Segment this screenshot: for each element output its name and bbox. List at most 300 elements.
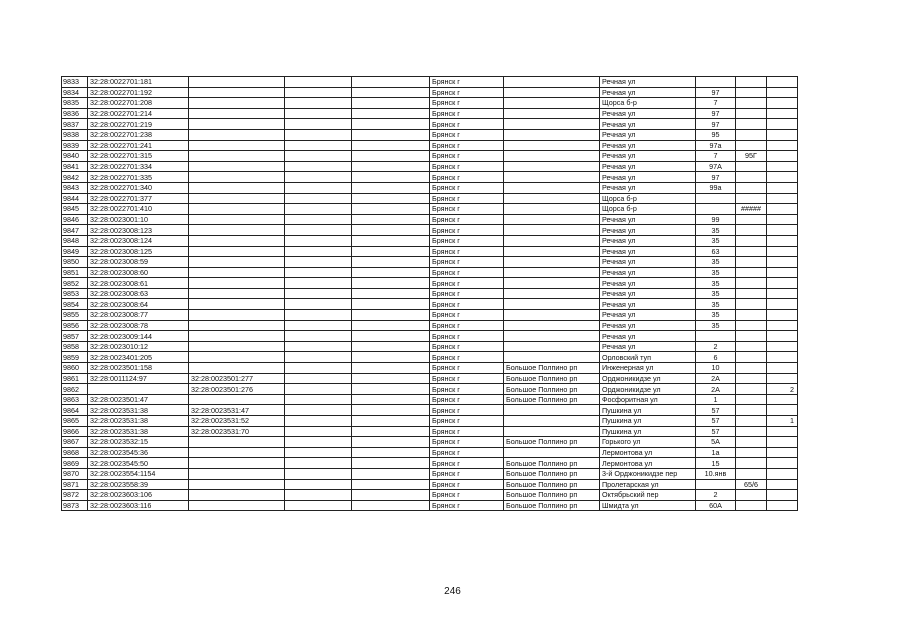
cadastral-number-cell: 32:28:0023501:47 <box>88 394 189 405</box>
house-number-cell: 7 <box>696 151 736 162</box>
table-row <box>62 416 798 427</box>
house-number-cell: 57 <box>696 405 736 416</box>
house-number-cell: 1а <box>696 447 736 458</box>
house-number-cell: 60А <box>696 500 736 511</box>
table-row <box>62 140 798 151</box>
apartment-cell <box>767 161 798 172</box>
table-row <box>62 363 798 374</box>
street-cell: Фосфоритная ул <box>600 394 696 405</box>
cadastral-number-cell: 32:28:0023531:38 <box>88 426 189 437</box>
street-cell: Щорса б-р <box>600 204 696 215</box>
empty-column-4-cell <box>285 77 352 88</box>
city-cell: Брянск г <box>430 384 504 395</box>
street-cell: Пушкина ул <box>600 416 696 427</box>
building-cell: 65/6 <box>736 479 767 490</box>
building-cell <box>736 98 767 109</box>
table-row <box>62 225 798 236</box>
empty-column-4-cell <box>285 246 352 257</box>
apartment-cell <box>767 204 798 215</box>
city-cell: Брянск г <box>430 151 504 162</box>
related-cadastral-number-cell <box>189 225 285 236</box>
building-cell <box>736 468 767 479</box>
city-cell: Брянск г <box>430 479 504 490</box>
table-row <box>62 384 798 395</box>
related-cadastral-number-cell <box>189 468 285 479</box>
cadastral-number-cell: 32:28:0023008:63 <box>88 288 189 299</box>
building-cell <box>736 384 767 395</box>
table-row <box>62 310 798 321</box>
apartment-cell <box>767 458 798 469</box>
cadastral-number-cell: 32:28:0022701:377 <box>88 193 189 204</box>
empty-column-5-cell <box>352 87 430 98</box>
apartment-cell: 1 <box>767 416 798 427</box>
row-number-cell: 9843 <box>62 182 88 193</box>
house-number-cell: 63 <box>696 246 736 257</box>
related-cadastral-number-cell <box>189 77 285 88</box>
house-number-cell: 2А <box>696 373 736 384</box>
settlement-cell <box>504 87 600 98</box>
related-cadastral-number-cell <box>189 363 285 374</box>
house-number-cell: 35 <box>696 257 736 268</box>
house-number-cell: 35 <box>696 320 736 331</box>
empty-column-4-cell <box>285 500 352 511</box>
settlement-cell: Большое Полпино рп <box>504 468 600 479</box>
table-row <box>62 458 798 469</box>
city-cell: Брянск г <box>430 458 504 469</box>
apartment-cell <box>767 320 798 331</box>
table-row <box>62 77 798 88</box>
table-row <box>62 172 798 183</box>
row-number-cell: 9867 <box>62 437 88 448</box>
city-cell: Брянск г <box>430 405 504 416</box>
building-cell <box>736 447 767 458</box>
row-number-cell: 9868 <box>62 447 88 458</box>
empty-column-5-cell <box>352 214 430 225</box>
row-number-cell: 9850 <box>62 257 88 268</box>
street-cell: Щорса б-р <box>600 193 696 204</box>
related-cadastral-number-cell <box>189 500 285 511</box>
house-number-cell: 35 <box>696 235 736 246</box>
apartment-cell <box>767 129 798 140</box>
street-cell: Орджоникидзе ул <box>600 384 696 395</box>
empty-column-5-cell <box>352 320 430 331</box>
row-number-cell: 9859 <box>62 352 88 363</box>
cadastral-number-cell: 32:28:0022701:181 <box>88 77 189 88</box>
settlement-cell: Большое Полпино рп <box>504 394 600 405</box>
related-cadastral-number-cell <box>189 182 285 193</box>
cadastral-number-cell: 32:28:0022701:340 <box>88 182 189 193</box>
building-cell <box>736 108 767 119</box>
city-cell: Брянск г <box>430 468 504 479</box>
building-cell <box>736 352 767 363</box>
row-number-cell: 9866 <box>62 426 88 437</box>
row-number-cell: 9872 <box>62 490 88 501</box>
house-number-cell: 97 <box>696 119 736 130</box>
cadastral-number-cell: 32:28:0022701:335 <box>88 172 189 183</box>
empty-column-4-cell <box>285 352 352 363</box>
building-cell <box>736 288 767 299</box>
empty-column-5-cell <box>352 193 430 204</box>
empty-column-5-cell <box>352 299 430 310</box>
settlement-cell <box>504 214 600 225</box>
cadastral-number-cell: 32:28:0023603:116 <box>88 500 189 511</box>
building-cell <box>736 426 767 437</box>
empty-column-5-cell <box>352 405 430 416</box>
apartment-cell <box>767 331 798 342</box>
city-cell: Брянск г <box>430 278 504 289</box>
apartment-cell <box>767 182 798 193</box>
related-cadastral-number-cell <box>189 204 285 215</box>
settlement-cell: Большое Полпино рп <box>504 363 600 374</box>
related-cadastral-number-cell <box>189 119 285 130</box>
street-cell: Пушкина ул <box>600 426 696 437</box>
house-number-cell: 99 <box>696 214 736 225</box>
table-row <box>62 479 798 490</box>
building-cell <box>736 278 767 289</box>
apartment-cell <box>767 98 798 109</box>
empty-column-4-cell <box>285 405 352 416</box>
house-number-cell: 7 <box>696 98 736 109</box>
row-number-cell: 9845 <box>62 204 88 215</box>
city-cell: Брянск г <box>430 129 504 140</box>
settlement-cell <box>504 140 600 151</box>
related-cadastral-number-cell <box>189 161 285 172</box>
cadastral-number-cell: 32:28:0022701:238 <box>88 129 189 140</box>
table-row <box>62 352 798 363</box>
street-cell: Октябрьский пер <box>600 490 696 501</box>
street-cell: Речная ул <box>600 267 696 278</box>
apartment-cell <box>767 373 798 384</box>
cadastral-number-cell: 32:28:0023554:1154 <box>88 468 189 479</box>
empty-column-4-cell <box>285 140 352 151</box>
building-cell <box>736 267 767 278</box>
city-cell: Брянск г <box>430 204 504 215</box>
street-cell: Речная ул <box>600 182 696 193</box>
related-cadastral-number-cell <box>189 151 285 162</box>
house-number-cell: 97А <box>696 161 736 172</box>
table-body <box>62 77 798 511</box>
house-number-cell: 35 <box>696 278 736 289</box>
settlement-cell <box>504 77 600 88</box>
city-cell: Брянск г <box>430 267 504 278</box>
empty-column-5-cell <box>352 182 430 193</box>
settlement-cell: Большое Полпино рп <box>504 500 600 511</box>
table-row <box>62 161 798 172</box>
related-cadastral-number-cell: 32:28:0023501:276 <box>189 384 285 395</box>
settlement-cell <box>504 267 600 278</box>
empty-column-4-cell <box>285 108 352 119</box>
settlement-cell <box>504 416 600 427</box>
empty-column-5-cell <box>352 225 430 236</box>
table-row <box>62 490 798 501</box>
street-cell: Речная ул <box>600 77 696 88</box>
row-number-cell: 9858 <box>62 341 88 352</box>
empty-column-5-cell <box>352 77 430 88</box>
settlement-cell <box>504 161 600 172</box>
related-cadastral-number-cell <box>189 87 285 98</box>
city-cell: Брянск г <box>430 161 504 172</box>
related-cadastral-number-cell <box>189 214 285 225</box>
cadastral-number-cell: 32:28:0023008:125 <box>88 246 189 257</box>
empty-column-5-cell <box>352 204 430 215</box>
empty-column-4-cell <box>285 447 352 458</box>
related-cadastral-number-cell <box>189 320 285 331</box>
empty-column-4-cell <box>285 331 352 342</box>
related-cadastral-number-cell <box>189 193 285 204</box>
cadastral-number-cell: 32:28:0022701:214 <box>88 108 189 119</box>
apartment-cell <box>767 278 798 289</box>
city-cell: Брянск г <box>430 299 504 310</box>
house-number-cell <box>696 204 736 215</box>
building-cell <box>736 363 767 374</box>
related-cadastral-number-cell <box>189 437 285 448</box>
cadastral-number-cell: 32:28:0023008:77 <box>88 310 189 321</box>
house-number-cell: 10 <box>696 363 736 374</box>
row-number-cell: 9857 <box>62 331 88 342</box>
related-cadastral-number-cell <box>189 172 285 183</box>
street-cell: Речная ул <box>600 310 696 321</box>
apartment-cell <box>767 235 798 246</box>
related-cadastral-number-cell <box>189 257 285 268</box>
house-number-cell: 35 <box>696 310 736 321</box>
related-cadastral-number-cell <box>189 140 285 151</box>
city-cell: Брянск г <box>430 214 504 225</box>
cadastral-number-cell: 32:28:0022701:334 <box>88 161 189 172</box>
table-row <box>62 278 798 289</box>
row-number-cell: 9870 <box>62 468 88 479</box>
settlement-cell <box>504 182 600 193</box>
row-number-cell: 9856 <box>62 320 88 331</box>
cadastral-number-cell: 32:28:0023008:124 <box>88 235 189 246</box>
settlement-cell: Большое Полпино рп <box>504 458 600 469</box>
empty-column-4-cell <box>285 214 352 225</box>
row-number-cell: 9841 <box>62 161 88 172</box>
related-cadastral-number-cell <box>189 458 285 469</box>
apartment-cell <box>767 299 798 310</box>
related-cadastral-number-cell <box>189 447 285 458</box>
house-number-cell: 35 <box>696 225 736 236</box>
building-cell <box>736 246 767 257</box>
house-number-cell: 5А <box>696 437 736 448</box>
street-cell: Речная ул <box>600 140 696 151</box>
row-number-cell: 9864 <box>62 405 88 416</box>
row-number-cell: 9863 <box>62 394 88 405</box>
table-row <box>62 299 798 310</box>
building-cell <box>736 490 767 501</box>
city-cell: Брянск г <box>430 140 504 151</box>
empty-column-4-cell <box>285 437 352 448</box>
street-cell: Речная ул <box>600 331 696 342</box>
related-cadastral-number-cell <box>189 479 285 490</box>
row-number-cell: 9861 <box>62 373 88 384</box>
house-number-cell: 97 <box>696 172 736 183</box>
empty-column-4-cell <box>285 172 352 183</box>
street-cell: Лермонтова ул <box>600 447 696 458</box>
house-number-cell: 97а <box>696 140 736 151</box>
apartment-cell <box>767 87 798 98</box>
row-number-cell: 9862 <box>62 384 88 395</box>
empty-column-5-cell <box>352 288 430 299</box>
street-cell: Речная ул <box>600 129 696 140</box>
settlement-cell <box>504 426 600 437</box>
street-cell: Речная ул <box>600 108 696 119</box>
building-cell <box>736 320 767 331</box>
empty-column-4-cell <box>285 151 352 162</box>
house-number-cell: 2 <box>696 341 736 352</box>
empty-column-4-cell <box>285 479 352 490</box>
house-number-cell: 1 <box>696 394 736 405</box>
apartment-cell <box>767 151 798 162</box>
table-row <box>62 331 798 342</box>
apartment-cell: 2 <box>767 384 798 395</box>
cadastral-number-cell: 32:28:0023501:158 <box>88 363 189 374</box>
settlement-cell <box>504 204 600 215</box>
city-cell: Брянск г <box>430 119 504 130</box>
house-number-cell: 10.янв <box>696 468 736 479</box>
house-number-cell: 6 <box>696 352 736 363</box>
row-number-cell: 9873 <box>62 500 88 511</box>
street-cell: Инженерная ул <box>600 363 696 374</box>
empty-column-4-cell <box>285 98 352 109</box>
related-cadastral-number-cell <box>189 310 285 321</box>
street-cell: Речная ул <box>600 161 696 172</box>
city-cell: Брянск г <box>430 373 504 384</box>
building-cell <box>736 341 767 352</box>
city-cell: Брянск г <box>430 182 504 193</box>
city-cell: Брянск г <box>430 257 504 268</box>
settlement-cell <box>504 257 600 268</box>
empty-column-5-cell <box>352 341 430 352</box>
settlement-cell <box>504 278 600 289</box>
apartment-cell <box>767 363 798 374</box>
related-cadastral-number-cell <box>189 352 285 363</box>
apartment-cell <box>767 500 798 511</box>
city-cell: Брянск г <box>430 235 504 246</box>
city-cell: Брянск г <box>430 426 504 437</box>
apartment-cell <box>767 193 798 204</box>
empty-column-4-cell <box>285 373 352 384</box>
cadastre-table <box>61 76 798 511</box>
house-number-cell: 2А <box>696 384 736 395</box>
empty-column-4-cell <box>285 394 352 405</box>
city-cell: Брянск г <box>430 98 504 109</box>
apartment-cell <box>767 246 798 257</box>
street-cell: Речная ул <box>600 151 696 162</box>
building-cell <box>736 87 767 98</box>
row-number-cell: 9844 <box>62 193 88 204</box>
empty-column-5-cell <box>352 490 430 501</box>
house-number-cell: 97 <box>696 108 736 119</box>
cadastral-number-cell: 32:28:0023008:64 <box>88 299 189 310</box>
building-cell <box>736 182 767 193</box>
related-cadastral-number-cell <box>189 98 285 109</box>
settlement-cell <box>504 352 600 363</box>
table-row <box>62 151 798 162</box>
building-cell <box>736 235 767 246</box>
empty-column-5-cell <box>352 468 430 479</box>
apartment-cell <box>767 447 798 458</box>
cadastral-number-cell: 32:28:0022701:410 <box>88 204 189 215</box>
table-row <box>62 235 798 246</box>
city-cell: Брянск г <box>430 352 504 363</box>
cadastral-number-cell: 32:28:0022701:219 <box>88 119 189 130</box>
related-cadastral-number-cell <box>189 490 285 501</box>
settlement-cell <box>504 193 600 204</box>
row-number-cell: 9854 <box>62 299 88 310</box>
settlement-cell <box>504 405 600 416</box>
settlement-cell <box>504 331 600 342</box>
empty-column-4-cell <box>285 257 352 268</box>
empty-column-5-cell <box>352 331 430 342</box>
apartment-cell <box>767 405 798 416</box>
settlement-cell <box>504 129 600 140</box>
empty-column-5-cell <box>352 458 430 469</box>
street-cell: Речная ул <box>600 341 696 352</box>
street-cell: 3-й Орджоникидзе пер <box>600 468 696 479</box>
city-cell: Брянск г <box>430 447 504 458</box>
cadastral-number-cell: 32:28:0023545:36 <box>88 447 189 458</box>
related-cadastral-number-cell <box>189 235 285 246</box>
empty-column-5-cell <box>352 447 430 458</box>
related-cadastral-number-cell: 32:28:0023531:47 <box>189 405 285 416</box>
cadastral-number-cell: 32:28:0023009:144 <box>88 331 189 342</box>
empty-column-4-cell <box>285 384 352 395</box>
apartment-cell <box>767 341 798 352</box>
empty-column-5-cell <box>352 426 430 437</box>
row-number-cell: 9840 <box>62 151 88 162</box>
empty-column-4-cell <box>285 278 352 289</box>
building-cell <box>736 129 767 140</box>
street-cell: Речная ул <box>600 87 696 98</box>
street-cell: Щорса б-р <box>600 98 696 109</box>
related-cadastral-number-cell <box>189 331 285 342</box>
building-cell <box>736 172 767 183</box>
row-number-cell: 9860 <box>62 363 88 374</box>
empty-column-4-cell <box>285 310 352 321</box>
empty-column-4-cell <box>285 299 352 310</box>
street-cell: Речная ул <box>600 288 696 299</box>
apartment-cell <box>767 479 798 490</box>
empty-column-4-cell <box>285 288 352 299</box>
building-cell <box>736 373 767 384</box>
table-row <box>62 394 798 405</box>
building-cell <box>736 394 767 405</box>
apartment-cell <box>767 225 798 236</box>
street-cell: Пушкина ул <box>600 405 696 416</box>
city-cell: Брянск г <box>430 341 504 352</box>
street-cell: Горького ул <box>600 437 696 448</box>
settlement-cell: Большое Полпино рп <box>504 384 600 395</box>
building-cell <box>736 225 767 236</box>
apartment-cell <box>767 310 798 321</box>
street-cell: Речная ул <box>600 235 696 246</box>
city-cell: Брянск г <box>430 310 504 321</box>
cadastral-number-cell: 32:28:0022701:192 <box>88 87 189 98</box>
row-number-cell: 9834 <box>62 87 88 98</box>
empty-column-4-cell <box>285 458 352 469</box>
cadastral-number-cell: 32:28:0023010:12 <box>88 341 189 352</box>
house-number-cell <box>696 77 736 88</box>
building-cell <box>736 437 767 448</box>
empty-column-5-cell <box>352 416 430 427</box>
row-number-cell: 9869 <box>62 458 88 469</box>
apartment-cell <box>767 490 798 501</box>
street-cell: Лермонтова ул <box>600 458 696 469</box>
related-cadastral-number-cell <box>189 246 285 257</box>
building-cell <box>736 161 767 172</box>
row-number-cell: 9847 <box>62 225 88 236</box>
building-cell <box>736 77 767 88</box>
